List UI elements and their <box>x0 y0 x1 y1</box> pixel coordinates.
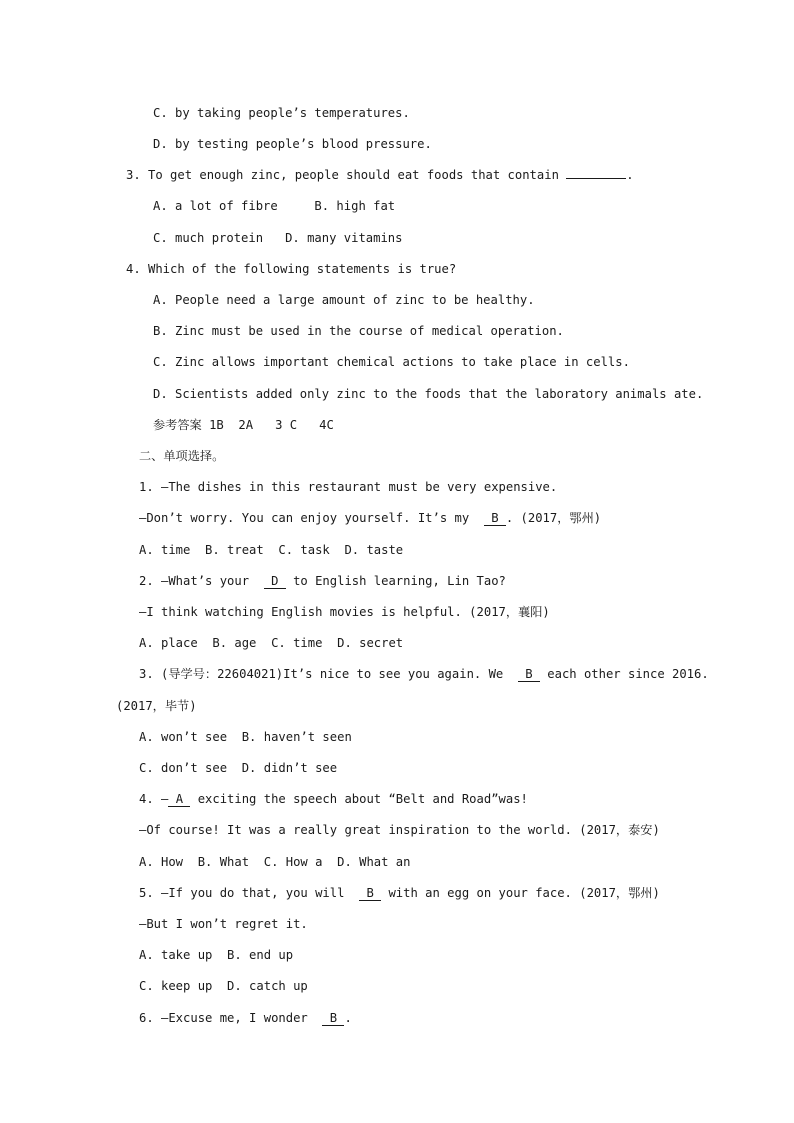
mcq-q1-text-pre: —Don’t worry. You can enjoy yourself. It’s my <box>139 511 484 525</box>
mcq-q5-text-pre: 5. —If you do that, you will <box>139 886 360 900</box>
mcq-q1-line2 <box>139 510 601 526</box>
mcq-q1-line1: 1. —The dishes in this restaurant must be very expensive. <box>139 480 558 494</box>
mcq-q1-options: A. time B. treat C. task D. taste <box>139 543 404 557</box>
mcq-q2-options: A. place B. age C. time D. secret <box>139 636 404 650</box>
reading-q4-option-c: C. Zinc allows important chemical actions to take place in cells. <box>153 355 630 369</box>
mcq-q1-text-post: . (2017，鄂州) <box>505 511 602 525</box>
reading-q2-option-c: C. by taking people’s temperatures. <box>153 106 410 120</box>
reading-q3-stem-text: 3. To get enough zinc, people should eat foods that contain <box>126 168 567 182</box>
mcq-q5-line1 <box>139 885 660 901</box>
answer-blank <box>566 167 626 179</box>
reading-q3-stem-end: . <box>626 168 634 182</box>
mcq-q4-line1 <box>139 791 528 807</box>
reading-q4-option-a: A. People need a large amount of zinc to be healthy. <box>153 293 535 307</box>
mcq-q2-line1 <box>139 573 506 589</box>
mcq-q5-options-cd: C. keep up D. catch up <box>139 979 308 993</box>
mcq-q6-line1 <box>139 1010 352 1026</box>
mcq-q6-answer: B <box>322 1011 344 1026</box>
mcq-q5-answer: B <box>359 886 381 901</box>
mcq-q3-options-ab: A. won’t see B. haven’t seen <box>139 730 352 744</box>
reading-q2-option-d: D. by testing people’s blood pressure. <box>153 137 432 151</box>
mcq-q2-text-pre: 2. —What’s your <box>139 574 264 588</box>
mcq-q6-text-post: . <box>344 1011 352 1025</box>
mcq-q5-options-ab: A. take up B. end up <box>139 948 294 962</box>
mcq-q4-text-post: exciting the speech about “Belt and Road”was! <box>190 792 528 806</box>
reading-q4-option-d: D. Scientists added only zinc to the foods that the laboratory animals ate. <box>153 387 704 401</box>
mcq-q5-text-post: with an egg on your face. (2017，鄂州) <box>381 886 660 900</box>
mcq-q4-line2: —Of course! It was a really great inspiration to the world. (2017，泰安) <box>139 823 660 837</box>
mcq-q3-line1 <box>139 666 709 682</box>
reading-q4-stem: 4. Which of the following statements is true? <box>126 262 457 276</box>
reading-q3-options-ab: A. a lot of fibre B. high fat <box>153 199 396 213</box>
mcq-q6-text-pre: 6. —Excuse me, I wonder <box>139 1011 323 1025</box>
mcq-q4-text-pre: 4. — <box>139 792 169 806</box>
mcq-q2-answer: D <box>264 574 286 589</box>
mcq-q3-text-pre: 3. (导学号：22604021)It’s nice to see you again. We <box>139 667 518 681</box>
reading-q3-options-cd: C. much protein D. many vitamins <box>153 231 403 245</box>
reading-q4-option-b: B. Zinc must be used in the course of medical operation. <box>153 324 564 338</box>
mcq-q2-text-post: to English learning, Lin Tao? <box>285 574 506 588</box>
mcq-q3-answer: B <box>518 667 540 682</box>
mcq-q4-options: A. How B. What C. How a D. What an <box>139 855 411 869</box>
mcq-q3-line2: (2017，毕节) <box>116 699 197 713</box>
mcq-q5-line2: —But I won’t regret it. <box>139 917 308 931</box>
section-title: 二、单项选择。 <box>139 449 225 463</box>
mcq-q2-line2: —I think watching English movies is helpful. (2017，襄阳) <box>139 605 550 619</box>
mcq-q1-answer: B <box>484 511 506 526</box>
mcq-q3-text-post: each other since 2016. <box>539 667 709 681</box>
answer-key: 参考答案 1B 2A 3 C 4C <box>153 418 334 432</box>
mcq-q3-options-cd: C. don’t see D. didn’t see <box>139 761 338 775</box>
mcq-q4-answer: A <box>168 792 190 807</box>
reading-q3-stem <box>126 167 634 183</box>
